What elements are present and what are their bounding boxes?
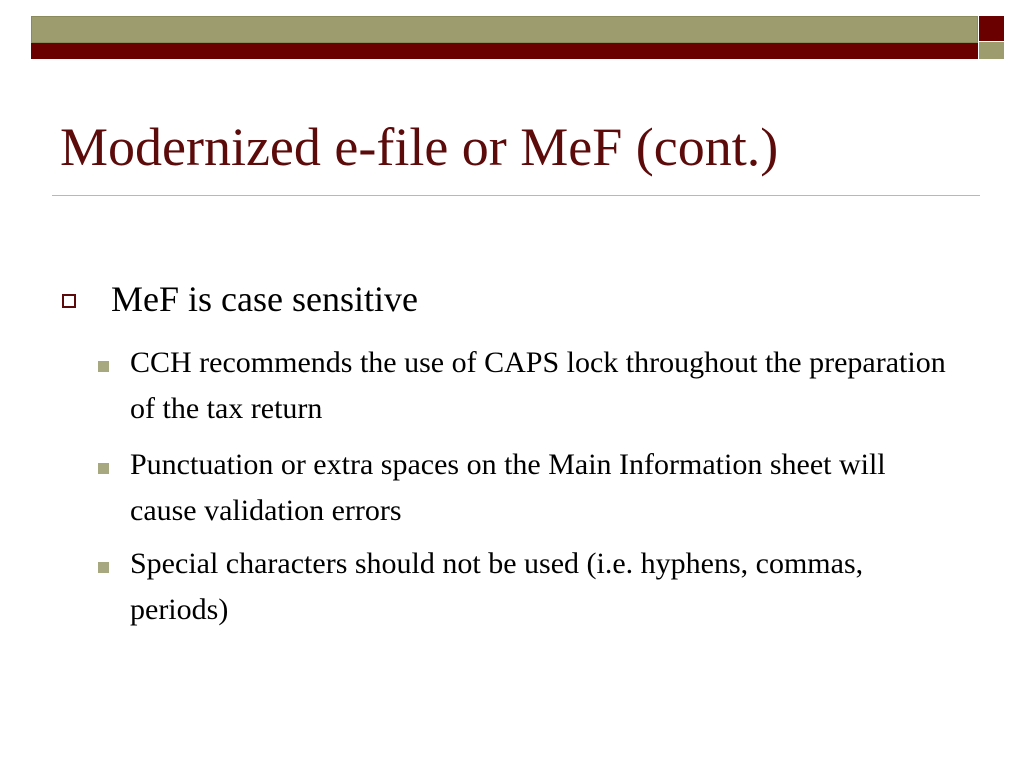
bullet-level2 (98, 448, 948, 534)
hollow-square-bullet-icon (62, 294, 76, 308)
slide-title: Modernized e-file or MeF (cont.) (60, 117, 779, 177)
bullet-level1-text: MeF is case sensitive (111, 279, 418, 319)
bullet-level2 (98, 547, 948, 633)
bullet-level2 (98, 346, 948, 432)
bullet-level2-text: CCH recommends the use of CAPS lock throughout the preparation of the tax return (130, 346, 946, 425)
filled-square-bullet-icon (98, 463, 109, 474)
bullet-level2-text: Special characters should not be used (i.e. hyphens, commas, periods) (130, 547, 864, 626)
filled-square-bullet-icon (98, 361, 109, 372)
bullet-level1 (62, 281, 418, 317)
filled-square-bullet-icon (98, 562, 109, 573)
bullet-level2-text: Punctuation or extra spaces on the Main Information sheet will cause validation errors (130, 448, 886, 527)
